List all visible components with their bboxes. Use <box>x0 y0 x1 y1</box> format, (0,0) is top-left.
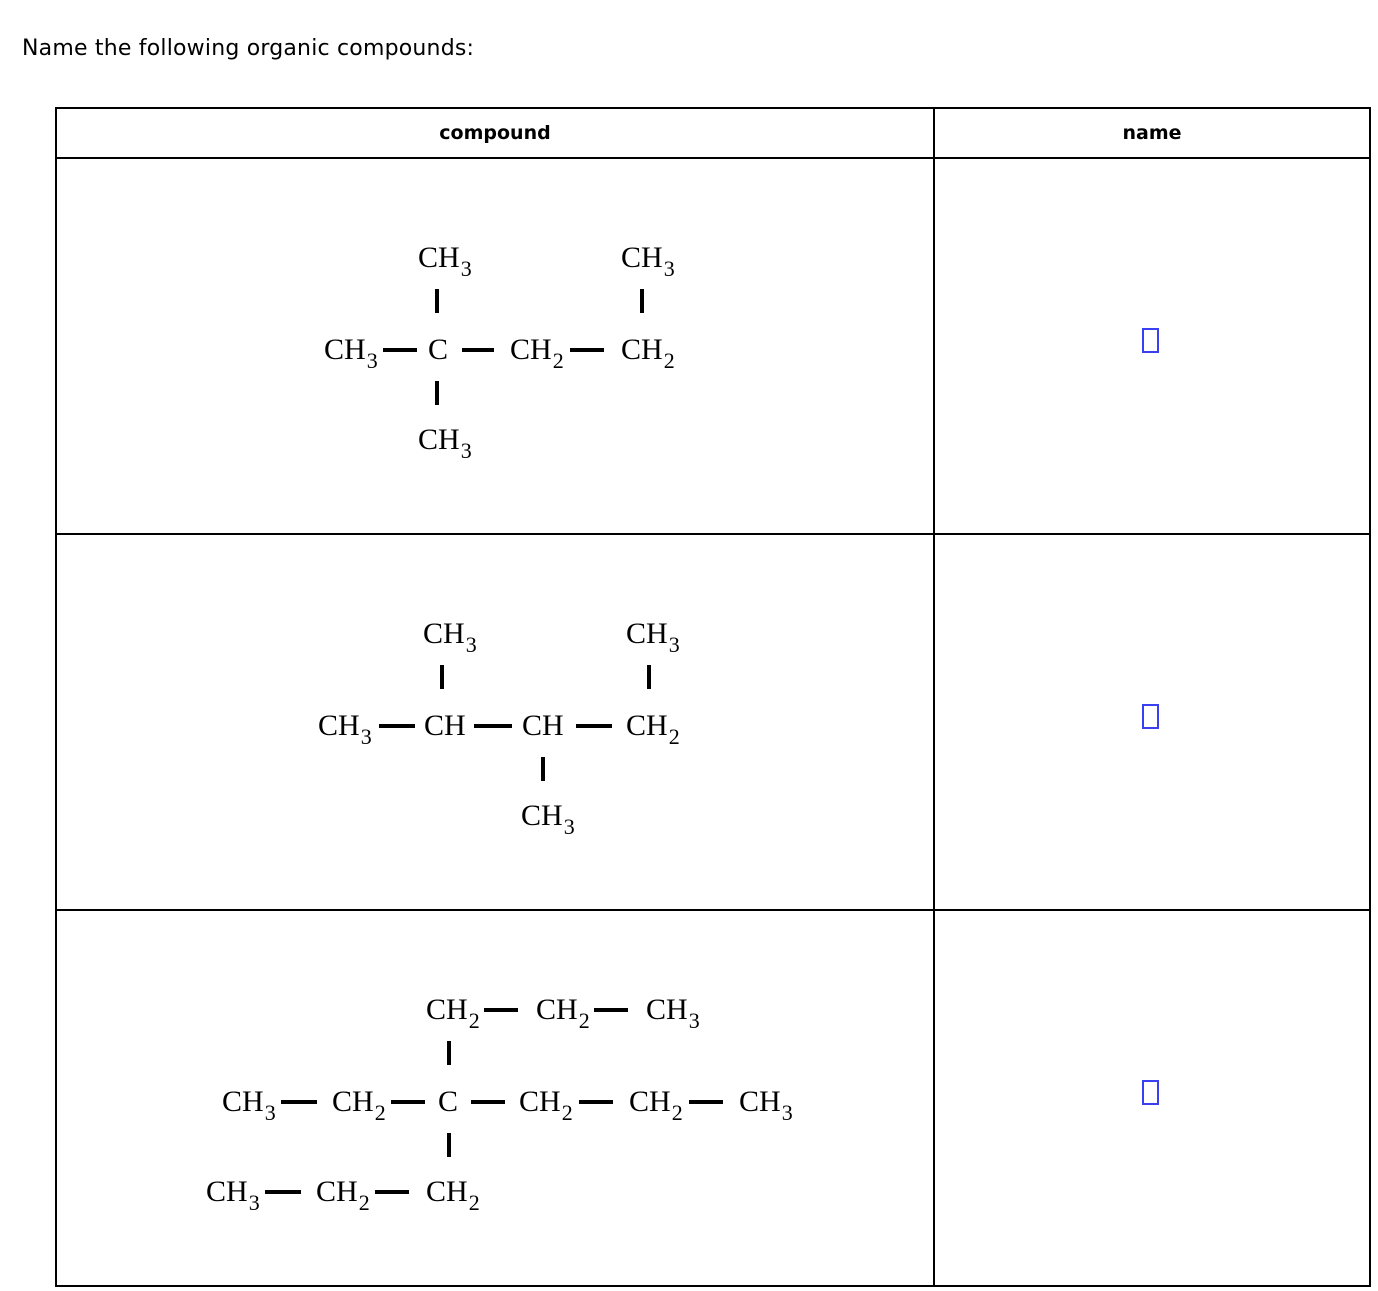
name-answer-input[interactable] <box>1142 328 1159 353</box>
structural-formula-2 <box>57 535 933 909</box>
group-ch2: $CH_2$ <box>426 993 480 1033</box>
bond <box>647 665 651 689</box>
group-c: C <box>428 333 449 366</box>
group-ch: CH <box>522 709 564 742</box>
header-name: name <box>934 108 1370 158</box>
compound-cell-3 <box>56 910 934 1286</box>
bond <box>383 348 417 352</box>
group-ch2: $CH_2$ <box>510 333 564 373</box>
bond <box>447 1133 451 1157</box>
group-ch3: $CH_3$ <box>418 241 472 281</box>
bond <box>440 665 444 689</box>
group-ch3: $CH_3$ <box>626 617 680 657</box>
group-ch2: $CH_2$ <box>426 1175 480 1215</box>
bond <box>594 1008 628 1012</box>
table-row <box>56 158 1370 534</box>
name-answer-input[interactable] <box>1142 704 1159 729</box>
bond <box>689 1100 723 1104</box>
header-compound: compound <box>56 108 934 158</box>
bond <box>570 348 604 352</box>
group-ch2: $CH_2$ <box>332 1085 386 1125</box>
bond <box>484 1008 518 1012</box>
bond <box>462 348 494 352</box>
group-ch3: $CH_3$ <box>521 799 575 839</box>
bond <box>576 724 612 728</box>
group-ch2: $CH_2$ <box>316 1175 370 1215</box>
table-row <box>56 910 1370 1286</box>
group-ch3: $CH_3$ <box>222 1085 276 1125</box>
name-cell-3 <box>934 910 1370 1286</box>
group-ch2: $CH_2$ <box>626 709 680 749</box>
bond <box>281 1100 317 1104</box>
table-header-row <box>56 108 1370 158</box>
group-ch: CH <box>424 709 466 742</box>
name-cell-1 <box>934 158 1370 534</box>
name-answer-input[interactable] <box>1142 1080 1159 1105</box>
group-ch3: $CH_3$ <box>621 241 675 281</box>
bond <box>541 757 545 781</box>
group-ch3: $CH_3$ <box>739 1085 793 1125</box>
question-prompt: Name the following organic compounds: <box>22 36 475 61</box>
group-c: C <box>438 1085 459 1118</box>
group-ch3: $CH_3$ <box>318 709 372 749</box>
bond <box>435 289 439 313</box>
structural-formula-1 <box>57 159 933 533</box>
compound-table <box>55 107 1371 1287</box>
compound-cell-2 <box>56 534 934 910</box>
bond <box>391 1100 425 1104</box>
group-ch2: $CH_2$ <box>519 1085 573 1125</box>
bond <box>447 1041 451 1065</box>
name-cell-2 <box>934 534 1370 910</box>
bond <box>265 1190 301 1194</box>
compound-cell-1 <box>56 158 934 534</box>
group-ch3: $CH_3$ <box>646 993 700 1033</box>
bond <box>435 381 439 405</box>
bond <box>471 1100 505 1104</box>
group-ch2: $CH_2$ <box>536 993 590 1033</box>
structural-formula-3 <box>57 911 933 1285</box>
group-ch3: $CH_3$ <box>206 1175 260 1215</box>
table-row <box>56 534 1370 910</box>
group-ch2: $CH_2$ <box>629 1085 683 1125</box>
bond <box>579 1100 613 1104</box>
group-ch2: $CH_2$ <box>621 333 675 373</box>
bond <box>375 1190 409 1194</box>
group-ch3: $CH_3$ <box>418 423 472 463</box>
group-ch3: $CH_3$ <box>423 617 477 657</box>
group-ch3: $CH_3$ <box>324 333 378 373</box>
bond <box>379 724 415 728</box>
bond <box>640 289 644 313</box>
bond <box>474 724 512 728</box>
